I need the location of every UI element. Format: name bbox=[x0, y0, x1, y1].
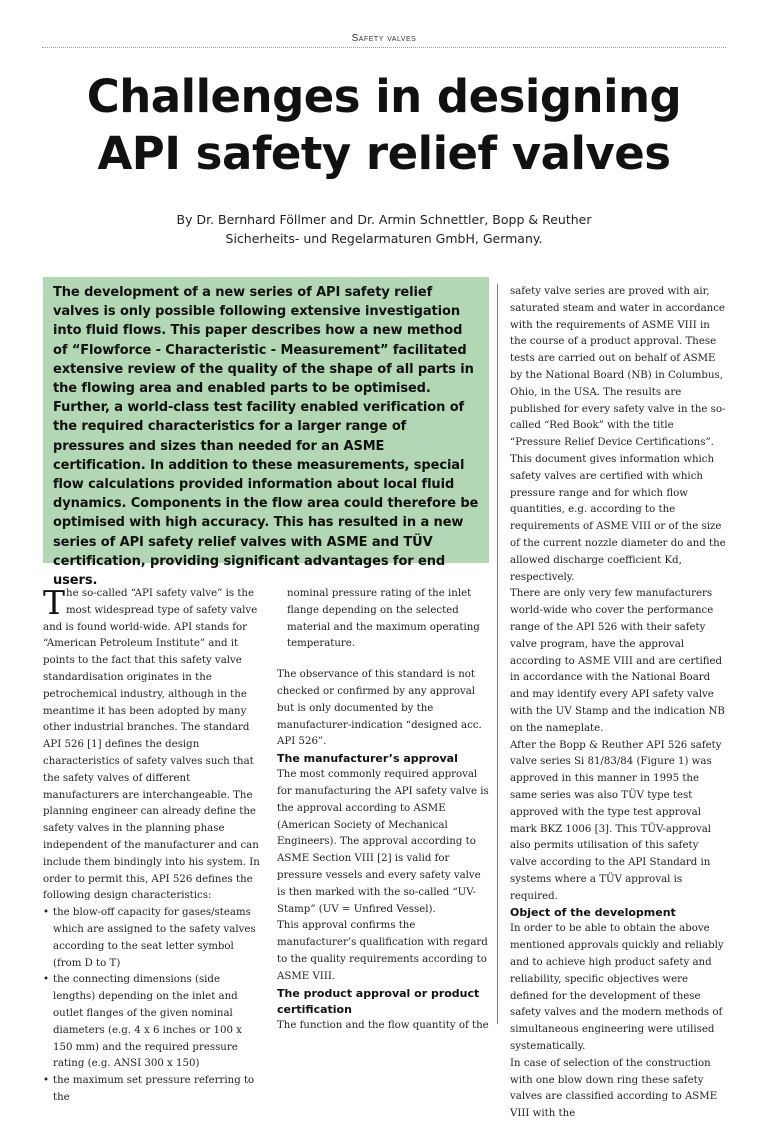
section-header: Safety valves bbox=[351, 33, 417, 44]
paragraph: The observance of this standard is not checked or confirmed by any approval but is only documented by the manufacturer-indication “designed acc. API 526”. bbox=[277, 669, 482, 748]
section-heading: Object of the development bbox=[510, 906, 676, 920]
paragraph: There are only very few manufacturers world-wide who cover the performance range of the API 526 with their safety valve program, have the approval according to ASME VIII and are certified in accordance with the National Board and may identify every API safety valve with the UV Stamp and the indication NB on the nameplate. bbox=[510, 588, 725, 734]
list-continuation: nominal pressure rating of the inlet flange depending on the selected material and the maximum operating temperature. bbox=[287, 588, 480, 650]
intro-text: he so-called “API safety valve” is the most widespread type of safety valve and is found world-wide. API stands for “American Petroleum Institute” and it points to the fact that this safety valve standardisation originates in the petrochemical industry, although in the meantime it has been adopted by many other industrial branches. The standard API 526 [1] defines the design characteristics of safety valves such that the safety valves of different manufacturers are interchangeable. The planning engineer can already define the safety valves in the planning phase independent of the manufacturer and can include them bindingly into his system. In order to permit this, API 526 defines the following design characteristics: bbox=[43, 588, 260, 902]
paragraph: After the Bopp & Reuther API 526 safety valve series Si 81/83/84 (Figure 1) was approved in this manner in 1995 the same series was also TÜV type test approved with the type test approval mark BKZ 1006 [3]. This TÜV-approval also permits utilisation of this safety valve according to the API Standard in systems where a TÜV approval is required. bbox=[510, 739, 722, 902]
intro-paragraph bbox=[43, 583, 261, 905]
drop-cap: T bbox=[43, 583, 66, 622]
list-item: • the maximum set pressure referring to the bbox=[43, 1073, 261, 1107]
column-divider bbox=[497, 284, 498, 1024]
section-heading: The product approval or product certification bbox=[277, 986, 480, 1016]
byline-authors: By Dr. Bernhard Föllmer and Dr. Armin Schnettler, Bopp & Reuther bbox=[176, 212, 592, 227]
abstract-box bbox=[43, 277, 489, 589]
list-item: • the blow-off capacity for gases/steams which are assigned to the safety valves according to the seat letter symbol (from D to T) bbox=[43, 905, 261, 972]
paragraph: safety valve series are proved with air, saturated steam and water in accordance with the requirements of ASME VIII in the course of a product approval. These tests are carried out on behalf of ASME by the National Board (NB) in Columbus, Ohio, in the USA. The results are published for every safety valve in the so-called “Red Book” with the title “Pressure Relief Device Certifications”. This document gives information which safety valves are certified with which pressure range and for which flow quantities, e.g. according to the requirements of ASME VIII or of the size of the current nozzle diameter do and the allowed discharge coefficient Kd, respectively. bbox=[510, 286, 726, 583]
paragraph: In case of selection of the construction with one blow down ring these safety valves are classified according to ASME VIII with the bbox=[510, 1057, 718, 1120]
column-2 bbox=[277, 586, 491, 1034]
list-item: • the connecting dimensions (side lengths) depending on the inlet and outlet flanges of the given nominal diameters (e.g. 4 x 6 inches or 100 x 150 mm) and the required pressure rating (e.g. ANSI 300 x 150) bbox=[43, 972, 261, 1073]
column-3 bbox=[510, 284, 726, 1123]
byline-affiliation: Sicherheits- und Regelarmaturen GmbH, Germany. bbox=[225, 231, 543, 246]
title-line-1: Challenges in designing bbox=[86, 70, 682, 123]
paragraph: The function and the flow quantity of the bbox=[277, 1019, 489, 1031]
paragraph: This approval confirms the manufacturer’s qualification with regard to the quality requirements according to ASME VIII. bbox=[277, 920, 488, 982]
article-title bbox=[0, 68, 768, 182]
section-heading: The manufacturer’s approval bbox=[277, 752, 458, 766]
paragraph: In order to be able to obtain the above mentioned approvals quickly and reliably and to achieve high product safety and reliability, specific objectives were defined for the development of these safety valves and the modern methods of simultaneous engineering were utilised systematically. bbox=[510, 923, 724, 1053]
column-1 bbox=[43, 583, 261, 1107]
header-divider bbox=[42, 47, 726, 48]
abstract-text: The development of a new series of API safety relief valves is only possible following extensive investigation into fluid flows. This paper describes how a new method of “Flowforce - Characteristic - Measurement” facilitated extensive review of the quality of the shape of all parts in the flowing area and enabled parts to be optimised. Further, a world-class test facility enabled verification of the required characteristics for a larger range of pressures and sizes than needed for an ASME certification. In addition to these measurements, special flow calculations provided information about local fluid dynamics. Components in the flow area could therefore be optimised with high accuracy. This has resulted in a new series of API safety relief valves with ASME and TÜV certification, providing significant advantages for end users. bbox=[53, 285, 479, 589]
paragraph: The most commonly required approval for manufacturing the API safety valve is the approval according to ASME (American Society of Mechanical Engineers). The approval according to ASME Section VIII [2] is valid for pressure vessels and every safety valve is then marked with the so-called “UV-Stamp” (UV = Unfired Vessel). bbox=[277, 769, 489, 915]
byline bbox=[0, 210, 768, 248]
design-characteristics-list bbox=[43, 905, 261, 1107]
title-line-2: API safety relief valves bbox=[97, 127, 671, 180]
